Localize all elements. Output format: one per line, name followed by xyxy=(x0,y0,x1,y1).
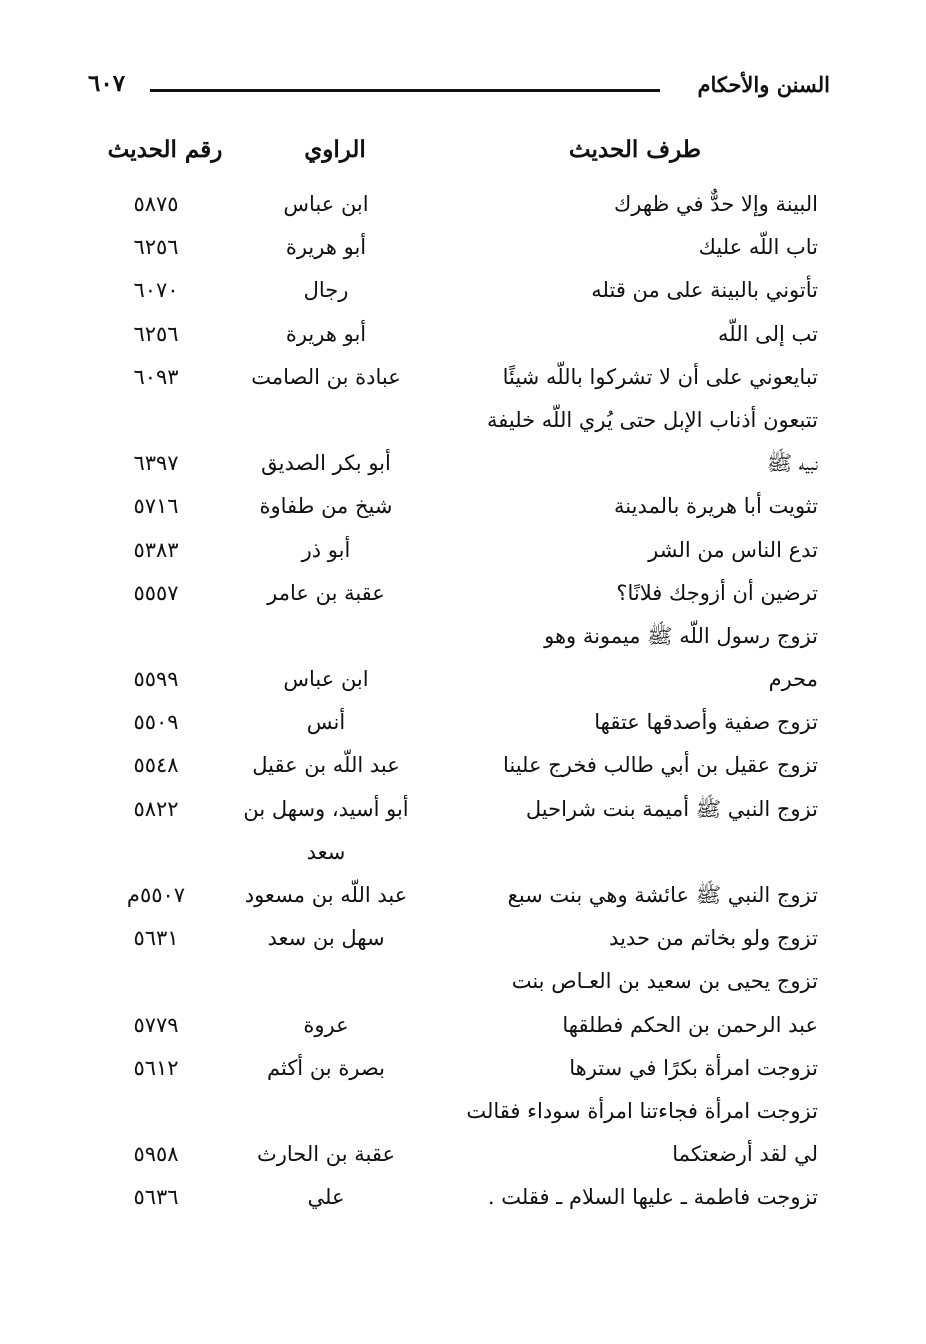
narrator-cell: علي xyxy=(307,1185,345,1210)
narrator-cell: أبو هريرة xyxy=(285,321,367,346)
hadith-text-cell: تدع الناس من الشر xyxy=(648,537,818,562)
column-header-narrator: الراوي xyxy=(304,136,366,163)
hadith-text-cell: عبد الرحمن بن الحكم فطلقها xyxy=(562,1012,818,1037)
narrator-cell: شيخ من طفاوة xyxy=(259,494,393,519)
table-row xyxy=(0,920,926,963)
hadith-text-cell: تزوج النبي ﷺ أميمة بنت شراحيل xyxy=(525,796,818,821)
hadith-text-cell: تاب اللّه عليك xyxy=(698,235,818,260)
narrator-cell: عبد اللّه بن عقيل xyxy=(252,753,400,778)
narrator-cell: عبادة بن الصامت xyxy=(251,364,401,389)
table-row xyxy=(0,488,926,531)
hadith-text-cell: تزوجت امرأة فجاءتنا امرأة سوداء فقالت xyxy=(466,1098,818,1123)
table-row xyxy=(0,834,926,877)
hadith-text-cell: لي لقد أرضعتكما xyxy=(672,1142,818,1167)
narrator-cell: سهل بن سعد xyxy=(267,926,385,951)
hadith-number-cell: ٥٥٥٧ xyxy=(133,580,179,605)
table-row xyxy=(0,877,926,920)
hadith-number-cell: ٥٥٤٨ xyxy=(133,753,179,778)
table-row xyxy=(0,963,926,1006)
hadith-text-cell: تزوج عقيل بن أبي طالب فخرج علينا xyxy=(502,753,818,778)
narrator-cell: عبد اللّه بن مسعود xyxy=(244,883,408,907)
hadith-text-cell: تبايعوني على أن لا تشركوا باللّه شيئًا xyxy=(502,364,818,389)
hadith-text-cell: تثويت أبا هريرة بالمدينة xyxy=(614,494,818,519)
hadith-number-cell: ٥٨٢٢ xyxy=(133,796,179,821)
table-row xyxy=(0,445,926,488)
hadith-number-cell: ٥٦٣١ xyxy=(133,926,179,951)
narrator-cell: سعد xyxy=(306,839,346,864)
narrator-cell: ابن عباس xyxy=(283,192,369,216)
hadith-number-cell: ٥٥٩٩ xyxy=(133,667,179,692)
hadith-text-cell: تأتوني بالبينة على من قتله xyxy=(591,278,818,303)
narrator-cell: ابن عباس xyxy=(283,667,369,692)
table-row xyxy=(0,1007,926,1050)
column-headers xyxy=(0,136,926,176)
table-row xyxy=(0,704,926,747)
table-row xyxy=(0,1093,926,1136)
column-header-hadith-number: رقم الحديث xyxy=(107,136,223,163)
hadith-number-cell: ٦٢٥٦ xyxy=(133,235,179,260)
hadith-text-cell: تب إلى اللّه xyxy=(718,321,818,346)
table-row xyxy=(0,359,926,402)
table-row xyxy=(0,316,926,359)
narrator-cell: أبو ذر xyxy=(301,537,351,562)
hadith-number-cell: ٥٦٣٦ xyxy=(133,1185,179,1210)
hadith-text-cell: تزوج ولو بخاتم من حديد xyxy=(609,926,818,951)
table-row xyxy=(0,575,926,618)
hadith-number-cell: ٥٧١٦ xyxy=(133,494,179,519)
narrator-cell: أبو بكر الصديق xyxy=(261,451,391,476)
narrator-cell: عروة xyxy=(303,1012,349,1037)
header-rule xyxy=(150,89,660,92)
book-title: السنن والأحكام xyxy=(697,72,830,97)
hadith-number-cell: ٦٣٩٧ xyxy=(133,451,179,476)
hadith-number-cell: ٥٥٠٩ xyxy=(133,710,179,735)
hadith-text-cell: تتبعون أذناب الإبل حتى يُري اللّه خليفة xyxy=(486,407,818,432)
narrator-cell: أبو أسيد، وسهل بن xyxy=(243,796,409,821)
table-row xyxy=(0,618,926,661)
hadith-text-cell: تزوج رسول اللّه ﷺ ميمونة وهو xyxy=(544,623,818,648)
hadith-text-cell: تزوج النبي ﷺ عائشة وهي بنت سبع xyxy=(507,883,818,907)
table-row xyxy=(0,186,926,229)
narrator-cell: بصرة بن أكثم xyxy=(267,1055,385,1080)
narrator-cell: أبو هريرة xyxy=(285,235,367,260)
hadith-text-cell: تزوج يحيى بن سعيد بن العـاص بنت xyxy=(511,969,818,994)
hadith-text-cell: البينة وإلا حدٌّ في ظهرك xyxy=(614,192,818,216)
hadith-text-cell: ترضين أن أزوجك فلانًا؟ xyxy=(616,580,818,605)
table-row xyxy=(0,791,926,834)
table-row xyxy=(0,661,926,704)
page-number: ٦٠٧ xyxy=(88,70,126,97)
narrator-cell: رجال xyxy=(303,278,349,303)
hadith-number-cell: ٥٧٧٩ xyxy=(133,1012,179,1037)
hadith-text-cell: تزوجت امرأة بكرًا في سترها xyxy=(569,1055,818,1080)
narrator-cell: أنس xyxy=(306,710,346,735)
table-row xyxy=(0,747,926,790)
table-row xyxy=(0,1179,926,1222)
hadith-number-cell: ٦٢٥٦ xyxy=(133,321,179,346)
table-row xyxy=(0,1136,926,1179)
hadith-text-cell: محرم xyxy=(768,667,818,692)
table-row xyxy=(0,1050,926,1093)
hadith-number-cell: ٥٣٨٣ xyxy=(133,537,179,562)
hadith-number-cell: ٥٩٥٨ xyxy=(133,1142,179,1167)
hadith-number-cell: ٥٦١٢ xyxy=(133,1055,179,1080)
hadith-index-table xyxy=(0,186,926,1223)
table-row xyxy=(0,532,926,575)
table-row xyxy=(0,272,926,315)
hadith-number-cell: ٦٠٩٣ xyxy=(133,364,179,389)
hadith-text-cell: تزوجت فاطمة ـ عليها السلام ـ فقلت . xyxy=(487,1185,818,1210)
narrator-cell: عقبة بن عامر xyxy=(267,580,385,605)
page-header xyxy=(88,66,830,106)
hadith-number-cell: ٥٨٧٥ xyxy=(133,192,179,216)
hadith-number-cell: ٥٥٠٧م xyxy=(126,883,186,907)
hadith-text-cell: تزوج صفية وأصدقها عتقها xyxy=(594,710,818,735)
hadith-number-cell: ٦٠٧٠ xyxy=(133,278,179,303)
column-header-hadith-text: طرف الحديث xyxy=(568,136,702,163)
narrator-cell: عقبة بن الحارث xyxy=(256,1142,396,1167)
table-row xyxy=(0,402,926,445)
table-row xyxy=(0,229,926,272)
hadith-text-cell: نبيه ﷺ xyxy=(766,451,818,476)
